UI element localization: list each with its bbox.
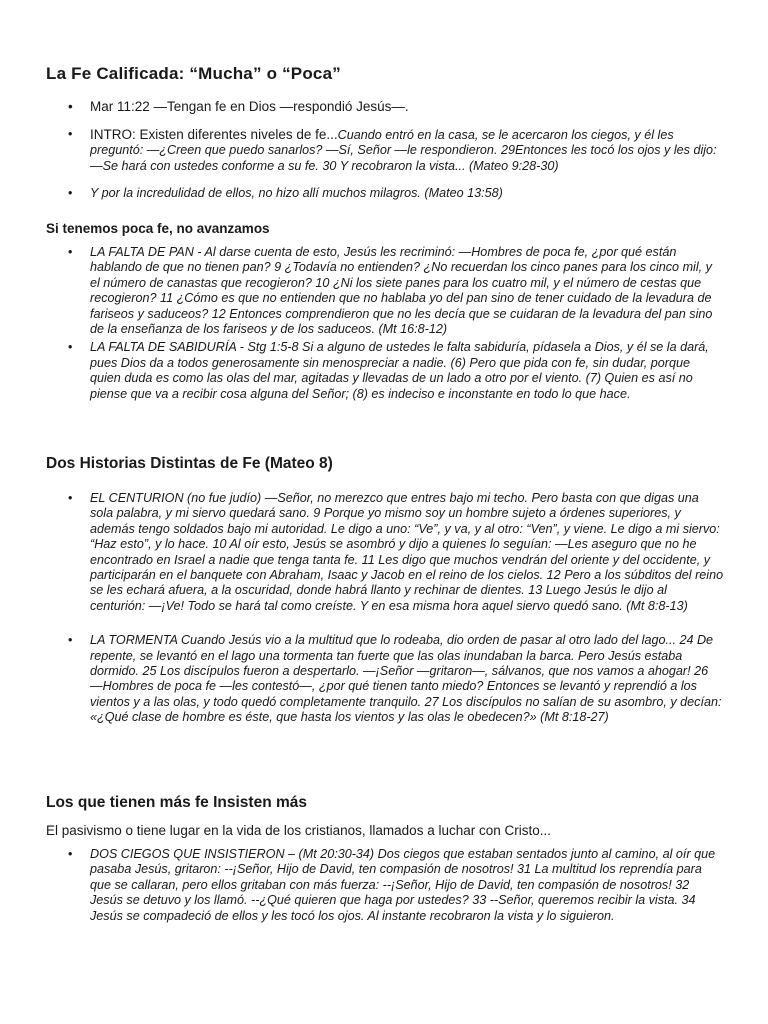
list-item	[46, 847, 724, 924]
bullet: •	[68, 186, 73, 201]
item-text: Mar 11:22 —Tengan fe en Dios —respondió Jesús—.	[90, 99, 409, 114]
item-text-italic: Cuando entró en la casa, se le acercaron los ciegos, y él les preguntó: —¿Creen que puedo sanarlos? —Sí, Señor —le respondieron. 29Entonces les tocó los ojos y les dijo: —Se hará con ustedes conforme a su fe. 30 Y recobraron la vista... (Mateo 9:28-30)	[90, 128, 717, 173]
item-text: EL CENTURION (no fue judío) —Señor, no merezco que entres bajo mi techo. Pero basta con que digas una sola palabra, y mi siervo quedará sano. 9 Porque yo mismo soy un hombre sujeto a órdenes superiores, y además tengo soldados bajo mi autoridad. Le digo a uno: “Ve”, y va, y al otro: “Ven”, y viene. Le digo a mi siervo: “Haz esto”, y lo hace. 10 Al oír esto, Jesús se asombró y dijo a quienes lo seguían: —Les aseguro que no he encontrado en Israel a nadie que tenga tanta fe. 11 Les digo que muchos vendrán del oriente y del occidente, y participarán en el banquete con Abraham, Isaac y Jacob en el reino de los cielos. 12 Pero a los súbditos del reino se les echará afuera, a la oscuridad, donde habrá llanto y rechinar de dientes. 13 Luego Jesús le dijo al centurión: —¡Ve! Todo se hará tal como creíste. Y en esa misma hora aquel siervo quedó sano. (Mt 8:8-13)	[90, 491, 724, 613]
bullet: •	[68, 127, 73, 141]
list-item	[46, 491, 724, 614]
bullet: •	[68, 340, 73, 355]
bullet: •	[68, 847, 73, 861]
item-text: LA FALTA DE PAN - Al darse cuenta de esto, Jesús les recriminó: —Hombres de poca fe, ¿por qué están hablando de que no tienen pan? 9 ¿Todavía no entienden? ¿No recuerdan los cinco panes para los cinco mil, y el número de canastas que recogieron? 10 ¿Ni los siete panes para los cuatro mil, y el número de cestas que recogieron? 11 ¿Cómo es que no entienden que no hablaba yo del pan sino de tener cuidado de la levadura de fariseos y saduceos? 12 Entonces comprendieron que no les decía que se cuidaran de la levadura del pan sino de la enseñanza de los fariseos y de los saduceos. (Mt 16:8-12)	[90, 245, 713, 337]
list-item	[46, 340, 724, 402]
item-text: LA FALTA DE SABIDURÍA - Stg 1:5-8 Si a alguno de ustedes le falta sabiduría, pídasela a Dios, y él se la dará, pues Dios da a todos generosamente sin menospreciar a nadie. (6) Pero que pida con fe, sin dudar, porque quien duda es como las olas del mar, agitadas y llevadas de un lado a otro por el viento. (7) Quien es así no piense que va a recibir cosa alguna del Señor; (8) es indeciso e inconstante en todo lo que hace.	[90, 340, 709, 401]
document-title: La Fe Calificada: “Mucha” o “Poca”	[46, 64, 341, 83]
bullet: •	[68, 245, 73, 259]
list-item	[46, 245, 724, 337]
list-item	[46, 98, 724, 115]
section-heading: Dos Historias Distintas de Fe (Mateo 8)	[46, 455, 333, 472]
item-text-plain: INTRO: Existen diferentes niveles de fe...	[90, 127, 338, 142]
bullet: •	[68, 633, 73, 648]
item-text: DOS CIEGOS QUE INSISTIERON – (Mt 20:30-34) Dos ciegos que estaban sentados junto al camino, al oír que pasaba Jesús, gritaron: --¡Señor, Hijo de David, ten compasión de nosotros! 31 La multitud los reprendía para que se callaran, pero ellos gritaban con más fuerza: --¡Señor, Hijo de David, ten compasión de nosotros! 32 Jesús se detuvo y los llamó. --¿Qué quieren que haga por ustedes? 33 --Señor, queremos recibir la vista. 34 Jesús se compadeció de ellos y les tocó los ojos. Al instante recobraron la vista y lo siguieron.	[90, 847, 716, 923]
item-text: LA TORMENTA Cuando Jesús vio a la multitud que lo rodeaba, dio orden de pasar al otro lado del lago... 24 De repente, se levantó en el lago una tormenta tan fuerte que las olas inundaban la barca. Pero Jesús estaba dormido. 25 Los discípulos fueron a despertarlo. —¡Señor —gritaron—, sálvanos, que nos vamos a ahogar! 26 —Hombres de poca fe —les contestó—, ¿por qué tienen tanto miedo? Entonces se levantó y reprendió a los vientos y a las olas, y todo quedó completamente tranquilo. 27 Los discípulos no salían de su asombro, y decían: «¿Qué clase de hombre es éste, que hasta los vientos y las olas le obedecen?» (Mt 8:18-27)	[90, 633, 722, 725]
section-intro: El pasivismo o tiene lugar en la vida de los cristianos, llamados a luchar con Cristo...	[46, 823, 551, 838]
list-item	[46, 127, 724, 174]
intro-list	[46, 98, 724, 202]
list-item	[46, 633, 724, 725]
section-heading: Los que tienen más fe Insisten más	[46, 794, 307, 811]
list-item	[46, 186, 724, 201]
section3-list	[46, 847, 724, 924]
section-heading: Si tenemos poca fe, no avanzamos	[46, 221, 270, 236]
bullet: •	[68, 99, 73, 114]
item-text-italic: Y por la incredulidad de ellos, no hizo allí muchos milagros. (Mateo 13:58)	[90, 186, 503, 201]
section2-list	[46, 491, 724, 726]
bullet: •	[68, 491, 73, 505]
section1-list	[46, 245, 724, 402]
